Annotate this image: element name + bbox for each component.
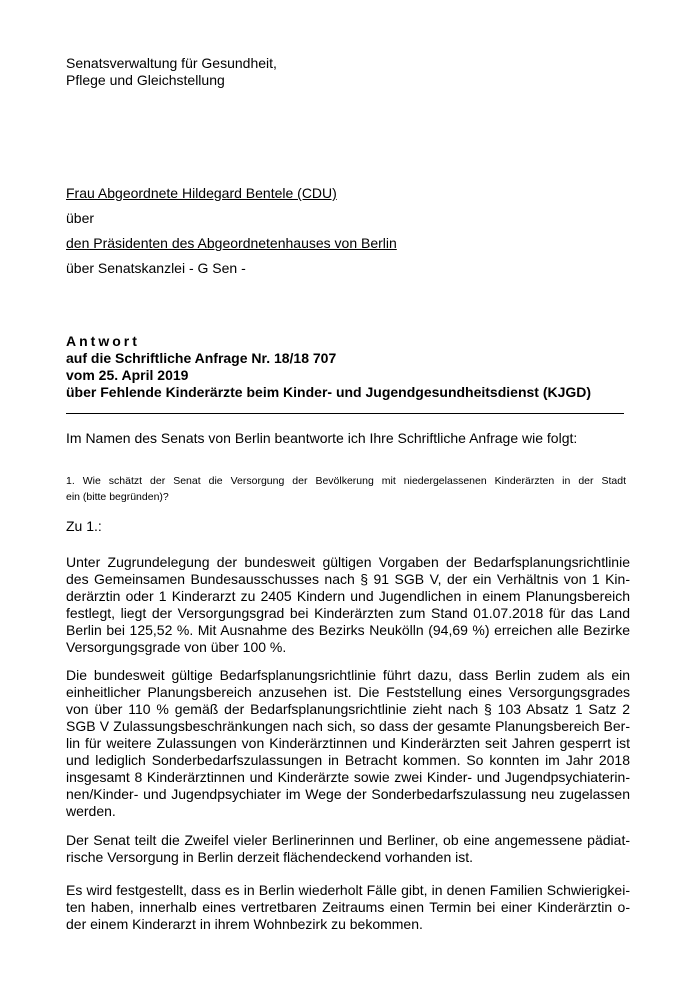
answer-1-label: Zu 1.: xyxy=(66,518,102,534)
paragraph-3 xyxy=(66,832,630,866)
p2-line: insgesamt 8 Kinderärztinnen und Kinderärzte sowie zwei Kinder- und Jugendpsychiaterin- xyxy=(66,769,630,785)
via-label-1: über xyxy=(66,210,95,226)
anfrage-number: auf die Schriftliche Anfrage Nr. 18/18 707 xyxy=(66,350,337,366)
p4-line: Es wird festgestellt, dass es in Berlin wiederholt Fälle gibt, in denen Familien Schwierigkei- xyxy=(66,882,630,898)
p3-line: Der Senat teilt die Zweifel vieler Berlinerinnen und Berliner, ob eine angemessene pädiat- xyxy=(66,832,630,848)
p2-line: werden. xyxy=(66,803,116,819)
paragraph-4 xyxy=(66,882,630,933)
p1-line: derärztin oder 1 Kinderarzt zu 2405 Kindern und Jugendlichen in einem Planungsbereich xyxy=(66,588,630,604)
sender-line-2: Pflege und Gleichstellung xyxy=(66,72,225,88)
p2-line: von über 110 % gemäß der Bedarfsplanungsrichtlinie zieht nach § 103 Absatz 1 Satz 2 xyxy=(66,701,630,717)
p2-line: nen/Kinder- und Jugendpsychiater im Wege der Sonderbedarfszulassung neu zugelassen xyxy=(66,786,630,802)
p2-line: und lediglich Sonderbedarfszulassungen in Betracht kommen. So konnten im Jahr 2018 xyxy=(66,752,630,768)
p2-line: lin für weitere Zulassungen von Kinderärztinnen und Kinderärzten seit Jahren gesperrt ist xyxy=(66,735,630,751)
question-1 xyxy=(66,473,626,505)
heading-divider xyxy=(66,413,624,414)
p2-line: SGB V Zulassungsbeschränkungen nach sich, so dass der gesamte Planungsbereich Ber- xyxy=(66,718,630,734)
p1-line: Berlin bei 125,52 %. Mit Ausnahme des Bezirks Neukölln (94,69 %) erreichen alle Bezirke xyxy=(66,622,630,638)
anfrage-date: vom 25. April 2019 xyxy=(66,367,189,383)
sender-block xyxy=(66,55,277,89)
question-1-line-2: ein (bitte begründen)? xyxy=(66,491,169,503)
p1-line: des Gemeinsamen Bundesausschusses nach § 91 SGB V, der ein Verhältnis von 1 Kin- xyxy=(66,571,630,587)
p1-line: Unter Zugrundelegung der bundesweit gültigen Vorgaben der Bedarfsplanungsrichtlinie xyxy=(66,554,630,570)
p3-line: rische Versorgung in Berlin derzeit flächendeckend vorhanden ist. xyxy=(66,849,474,865)
question-1-line-1: 1. Wie schätzt der Senat die Versorgung der Bevölkerung mit niedergelassenen Kinderärzten in der Stadt xyxy=(66,475,626,487)
recipient-name: Frau Abgeordnete Hildegard Bentele (CDU) xyxy=(66,185,337,201)
p4-line: der einem Kinderarzt in ihrem Wohnbezirk zu bekommen. xyxy=(66,916,423,932)
p1-line: Versorgungsgrade von über 100 %. xyxy=(66,639,287,655)
president-line: den Präsidenten des Abgeordnetenhauses von Berlin xyxy=(66,235,397,251)
answer-heading xyxy=(66,333,591,401)
paragraph-2 xyxy=(66,667,630,820)
p1-line: festlegt, liegt der Versorgungsgrad bei Kinderärzten zum Stand 01.07.2018 für das Land xyxy=(66,605,630,621)
sender-line-1: Senatsverwaltung für Gesundheit, xyxy=(66,55,277,71)
anfrage-subject: über Fehlende Kinderärzte beim Kinder- und Jugendgesundheitsdienst (KJGD) xyxy=(66,384,592,400)
antwort-title: Antwort xyxy=(66,333,140,349)
p2-line: Die bundesweit gültige Bedarfsplanungsrichtlinie führt dazu, dass Berlin zudem als ein xyxy=(66,667,630,683)
p2-line: einheitlicher Planungsbereich anzusehen ist. Die Feststellung eines Versorgungsgrades xyxy=(66,684,630,700)
intro-text: Im Namen des Senats von Berlin beantworte ich Ihre Schriftliche Anfrage wie folgt: xyxy=(66,430,578,446)
paragraph-1 xyxy=(66,554,630,656)
p4-line: ten haben, innerhalb eines vertretbaren Zeitraums einen Termin bei einer Kinderärztin o- xyxy=(66,899,630,915)
via-senatskanzlei: über Senatskanzlei - G Sen - xyxy=(66,260,246,276)
